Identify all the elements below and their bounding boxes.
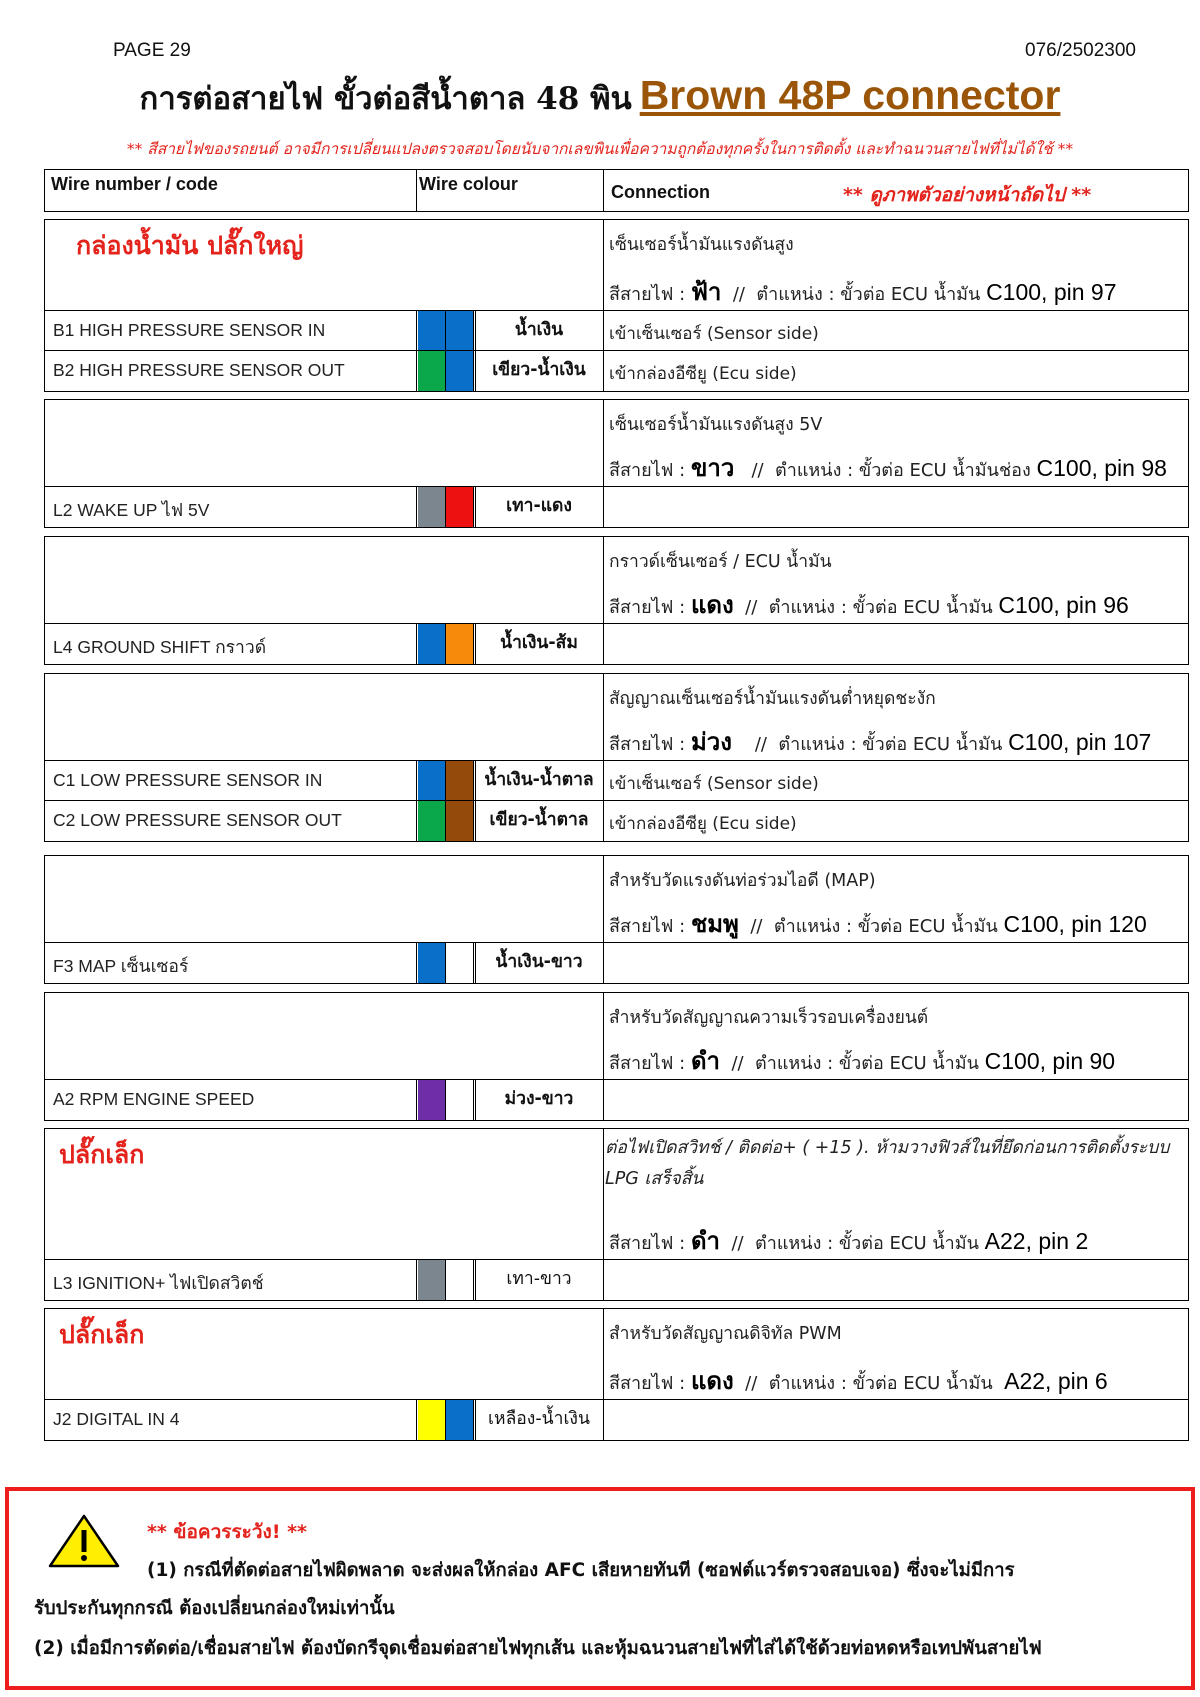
location: // ตำแหน่ง : ขั้วต่อ ECU น้ำมัน bbox=[731, 734, 1009, 755]
page-number: PAGE 29 bbox=[113, 40, 191, 61]
wire-color-swatch bbox=[418, 1400, 446, 1440]
wire-colour-label: ม่วง-ขาว bbox=[504, 1089, 574, 1109]
wire-colour-label: เหลือง-น้ำเงิน bbox=[488, 1409, 590, 1429]
caution-box bbox=[5, 1487, 1195, 1690]
wire-color-swatch bbox=[446, 351, 474, 391]
color-name: ขาว bbox=[690, 454, 735, 482]
wire-row bbox=[45, 1259, 1188, 1300]
wire-color-swatch bbox=[418, 761, 446, 801]
wire-row bbox=[45, 1079, 1188, 1120]
group-description: กราวด์เซ็นเซอร์ / ECU น้ำมัน bbox=[609, 552, 832, 572]
group-description: สัญญาณเซ็นเซอร์น้ำมันแรงดันต่ำหยุดชะงัก bbox=[609, 689, 936, 709]
wire-name: L4 GROUND SHIFT กราวด์ bbox=[53, 637, 267, 657]
wire-connection: เข้ากล่องอีซียู (Ecu side) bbox=[609, 814, 797, 834]
color-name: ดำ bbox=[690, 1047, 720, 1075]
group-description: ต่อไฟเปิดสวิทช์ / ติดต่อ+ ( +15 ). ห้ามวางฟิวส์ในที่ยึดก่อนการติดตั้งระบบ LPG เสร็จสิ้น bbox=[605, 1138, 1170, 1189]
caution-line-3: (2) เมื่อมีการตัดต่อ/เชื่อมสายไฟ ต้องบัดกรีจุดเชื่อมต่อสายไฟทุกเส้น และหุ้มฉนวนสายไฟที่ไส่ได้ใช้ด้วยท่อหดหรือเทปพันสายไฟ bbox=[34, 1638, 1042, 1659]
wire-group bbox=[44, 855, 1189, 984]
wire-connection: เข้าเซ็นเซอร์ (Sensor side) bbox=[609, 324, 819, 344]
wire-row bbox=[45, 800, 1188, 841]
wire-color-swatch bbox=[418, 311, 446, 351]
pin: C100, pin 98 bbox=[1036, 455, 1167, 481]
caution-line-1: (1) กรณีที่ตัดต่อสายไฟผิดพลาด จะส่งผลให้กล่อง AFC เสียหายทันที (ซอฟต์แวร์ตรวจสอบเจอ) ซึ่งจะไม่มีการ bbox=[147, 1560, 1015, 1581]
wire-color-swatch bbox=[446, 1400, 474, 1440]
title-thai: การต่อสายไฟ ขั้วต่อสีน้ำตาล 48 พิน bbox=[139, 81, 632, 117]
wire-name: L3 IGNITION+ ไฟเปิดสวิตช์ bbox=[53, 1273, 264, 1293]
color-prefix: สีสายไฟ : bbox=[609, 1053, 691, 1074]
group-description: เซ็นเซอร์น้ำมันแรงดันสูง bbox=[609, 235, 794, 255]
color-name: ชมพู bbox=[690, 910, 739, 938]
wire-color-swatch bbox=[446, 943, 474, 983]
group-description: สำหรับวัดสัญญาณดิจิทัล PWM bbox=[609, 1324, 842, 1344]
wire-color-location bbox=[609, 585, 1129, 624]
wire-name: A2 RPM ENGINE SPEED bbox=[53, 1089, 255, 1109]
group-header bbox=[45, 400, 1188, 486]
location: // ตำแหน่ง : ขั้วต่อ ECU น้ำมัน bbox=[738, 916, 1004, 937]
group-header bbox=[45, 674, 1188, 760]
group-title: ปลั๊กเล็ก bbox=[59, 1140, 145, 1169]
group-header bbox=[45, 537, 1188, 623]
color-name: แดง bbox=[690, 1367, 734, 1395]
wire-color-swatch bbox=[446, 624, 474, 664]
location: // ตำแหน่ง : ขั้วต่อ ECU น้ำมัน bbox=[720, 1053, 985, 1074]
see-next-page-note: ** ดูภาพตัวอย่างหน้าถัดไป ** bbox=[843, 184, 1092, 206]
wire-name: J2 DIGITAL IN 4 bbox=[53, 1409, 180, 1429]
wire-name: B2 HIGH PRESSURE SENSOR OUT bbox=[53, 360, 345, 380]
header-wire-colour: Wire colour bbox=[419, 174, 518, 194]
wire-colour-label: เขียว-น้ำเงิน bbox=[492, 360, 586, 380]
wire-colour-label: น้ำเงิน bbox=[514, 320, 564, 340]
wire-name: B1 HIGH PRESSURE SENSOR IN bbox=[53, 320, 326, 340]
wire-color-swatch bbox=[446, 761, 474, 801]
color-prefix: สีสายไฟ : bbox=[609, 597, 691, 618]
color-prefix: สีสายไฟ : bbox=[609, 1233, 691, 1254]
pin: C100, pin 120 bbox=[1003, 911, 1147, 937]
caution-title: ** ข้อควรระวัง! ** bbox=[147, 1521, 307, 1543]
wire-colour-label: น้ำเงิน-ขาว bbox=[495, 952, 583, 972]
table-header bbox=[44, 169, 1189, 212]
color-prefix: สีสายไฟ : bbox=[609, 734, 691, 755]
wire-connection: เข้าเซ็นเซอร์ (Sensor side) bbox=[609, 774, 819, 794]
document-code: 076/2502300 bbox=[1025, 40, 1136, 61]
warning-icon bbox=[47, 1513, 121, 1569]
wire-color-swatch bbox=[418, 624, 446, 664]
group-description: สำหรับวัดสัญญาณความเร็วรอบเครื่องยนต์ bbox=[609, 1008, 929, 1028]
wire-row bbox=[45, 310, 1188, 351]
wire-color-swatch bbox=[418, 943, 446, 983]
wire-name: F3 MAP เซ็นเซอร์ bbox=[53, 956, 189, 976]
wire-connection: เข้ากล่องอีซียู (Ecu side) bbox=[609, 364, 797, 384]
wire-name: C1 LOW PRESSURE SENSOR IN bbox=[53, 770, 323, 790]
wire-color-swatch bbox=[446, 1260, 474, 1300]
wire-colour-label: เทา-ขาว bbox=[506, 1269, 572, 1289]
location: // ตำแหน่ง : ขั้วต่อ ECU น้ำมัน bbox=[733, 597, 999, 618]
color-prefix: สีสายไฟ : bbox=[609, 284, 691, 305]
pin: A22, pin 2 bbox=[984, 1228, 1089, 1254]
wire-row bbox=[45, 1399, 1188, 1440]
title-english: Brown 48P connector bbox=[639, 72, 1061, 118]
wire-group bbox=[44, 219, 1189, 392]
wire-color-swatch bbox=[446, 1080, 474, 1120]
header-wire-number: Wire number / code bbox=[51, 174, 218, 194]
wire-color-location bbox=[609, 1361, 1108, 1400]
wire-color-swatch bbox=[418, 487, 446, 527]
page-title bbox=[0, 72, 1200, 123]
color-prefix: สีสายไฟ : bbox=[609, 1373, 691, 1394]
group-description: เซ็นเซอร์น้ำมันแรงดันสูง 5V bbox=[609, 415, 823, 435]
wire-color-swatch bbox=[418, 351, 446, 391]
wire-color-swatch bbox=[418, 1260, 446, 1300]
group-header bbox=[45, 220, 1188, 310]
wire-colour-label: น้ำเงิน-ส้ม bbox=[500, 633, 578, 653]
wire-row bbox=[45, 623, 1188, 664]
wire-row bbox=[45, 350, 1188, 391]
wire-color-location bbox=[609, 448, 1167, 487]
group-header bbox=[45, 1309, 1188, 1399]
group-header bbox=[45, 856, 1188, 942]
group-title: กล่องน้ำมัน ปลั๊กใหญ่ bbox=[76, 231, 304, 260]
pin: C100, pin 90 bbox=[984, 1048, 1116, 1074]
wire-color-location bbox=[609, 904, 1147, 943]
wire-colour-label: น้ำเงิน-น้ำตาล bbox=[484, 770, 594, 790]
location: // ตำแหน่ง : ขั้วต่อ ECU น้ำมัน bbox=[720, 1233, 985, 1254]
header-connection: Connection bbox=[611, 182, 710, 202]
wire-color-swatch bbox=[418, 801, 446, 841]
wire-row bbox=[45, 486, 1188, 527]
wire-group bbox=[44, 399, 1189, 528]
wire-color-location bbox=[609, 722, 1151, 761]
wire-group bbox=[44, 1308, 1189, 1441]
wire-group bbox=[44, 536, 1189, 665]
wire-color-location bbox=[609, 1221, 1088, 1260]
wire-colour-label: เขียว-น้ำตาล bbox=[489, 810, 589, 830]
wire-name: L2 WAKE UP ไฟ 5V bbox=[53, 500, 210, 520]
color-name: ฟ้า bbox=[690, 278, 722, 306]
group-description: สำหรับวัดแรงดันท่อร่วมไอดี (MAP) bbox=[609, 871, 876, 891]
wire-row bbox=[45, 760, 1188, 801]
wire-colour-label: เทา-แดง bbox=[506, 496, 572, 516]
group-header bbox=[45, 1129, 1188, 1259]
wire-color-swatch bbox=[446, 311, 474, 351]
color-name: ม่วง bbox=[690, 728, 732, 756]
wire-name: C2 LOW PRESSURE SENSOR OUT bbox=[53, 810, 342, 830]
color-name: ดำ bbox=[690, 1227, 720, 1255]
group-title: ปลั๊กเล็ก bbox=[59, 1320, 145, 1349]
wire-color-swatch bbox=[446, 487, 474, 527]
wire-color-swatch bbox=[418, 1080, 446, 1120]
color-prefix: สีสายไฟ : bbox=[609, 460, 691, 481]
wire-color-swatch bbox=[446, 801, 474, 841]
location: // ตำแหน่ง : ขั้วต่อ ECU น้ำมันช่อง bbox=[734, 460, 1037, 481]
location: // ตำแหน่ง : ขั้วต่อ ECU น้ำมัน bbox=[733, 1373, 1005, 1394]
group-header bbox=[45, 993, 1188, 1079]
warning-note: ** สีสายไฟของรถยนต์ อาจมีการเปลี่ยนแปลงตรวจสอบโดยนับจากเลขพินเพื่อความถูกต้องทุกครั้งในการติดตั้ง และทำฉนวนสายไฟที่ไม่ได้ใช้ ** bbox=[126, 140, 1074, 158]
wire-color-location bbox=[609, 272, 1117, 311]
wire-group bbox=[44, 992, 1189, 1121]
wire-color-location bbox=[609, 1041, 1115, 1080]
pin: C100, pin 107 bbox=[1008, 729, 1152, 755]
pin: C100, pin 96 bbox=[998, 592, 1129, 618]
color-name: แดง bbox=[690, 591, 734, 619]
wire-group bbox=[44, 673, 1189, 842]
caution-line-2: รับประกันทุกกรณี ต้องเปลี่ยนกล่องใหม่เท่านั้น bbox=[34, 1598, 395, 1619]
location: // ตำแหน่ง : ขั้วต่อ ECU น้ำมัน bbox=[721, 284, 987, 305]
pin: C100, pin 97 bbox=[986, 279, 1117, 305]
color-prefix: สีสายไฟ : bbox=[609, 916, 691, 937]
pin: A22, pin 6 bbox=[1004, 1368, 1108, 1394]
wire-row bbox=[45, 942, 1188, 983]
wire-group bbox=[44, 1128, 1189, 1301]
